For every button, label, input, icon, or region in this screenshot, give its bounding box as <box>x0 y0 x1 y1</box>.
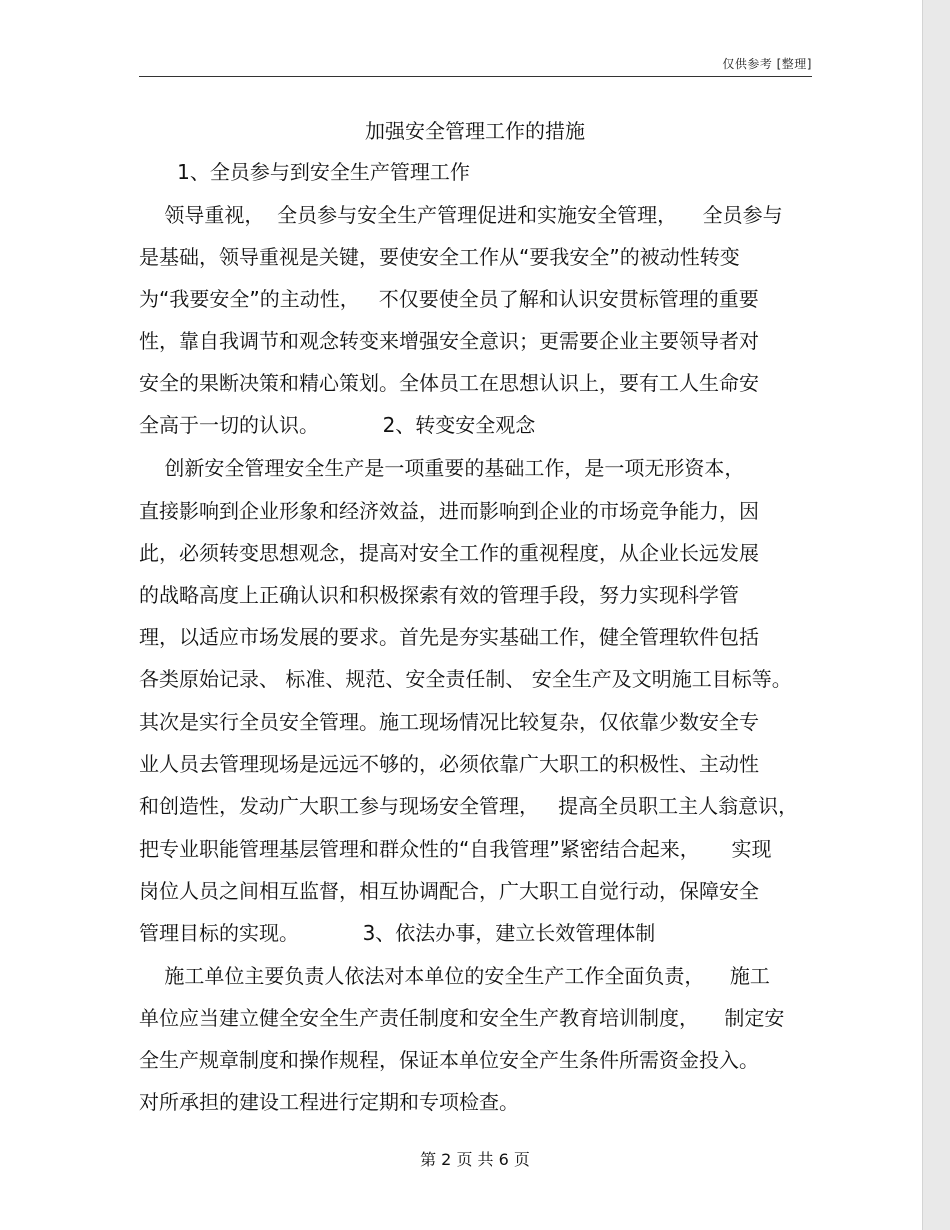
paragraph-line: 对所承担的建设工程进行定期和专项检查。 <box>139 1090 519 1114</box>
paragraph-line: 此，必须转变思想观念，提高对安全工作的重视程度，从企业长远发展 <box>139 541 759 565</box>
paragraph-line: 全高于一切的认识。 2、转变安全观念 <box>139 413 536 437</box>
document-title: 加强安全管理工作的措施 <box>365 119 585 143</box>
section-heading-1: 1、全员参与到安全生产管理工作 <box>139 160 470 184</box>
paragraph-line: 理，以适应市场发展的要求。首先是夯实基础工作，健全管理软件包括 <box>139 625 759 649</box>
paragraph-line: 为“我要安全”的主动性， 不仅要使全员了解和认识安贯标管理的重要 <box>139 287 759 311</box>
header-divider <box>139 76 812 77</box>
paragraph-line: 施工单位主要负责人依法对本单位的安全生产工作全面负责， 施工 <box>139 964 770 988</box>
paragraph-line: 是基础，领导重视是关键，要使安全工作从“要我安全”的被动性转变 <box>139 245 740 269</box>
page-number-footer: 第 2 页 共 6 页 <box>420 1150 530 1169</box>
paragraph-line: 单位应当建立健全安全生产责任制度和安全生产教育培训制度， 制定安 <box>139 1006 785 1030</box>
paragraph-line: 业人员去管理现场是远远不够的，必须依靠广大职工的积极性、主动性 <box>139 752 759 776</box>
paragraph-line: 的战略高度上正确认识和积极探索有效的管理手段，努力实现科学管 <box>139 583 739 607</box>
paragraph-line: 和创造性，发动广大职工参与现场安全管理， 提高全员职工主人翁意识， <box>139 794 799 818</box>
paragraph-line: 岗位人员之间相互监督，相互协调配合，广大职工自觉行动，保障安全 <box>139 879 759 903</box>
paragraph-line: 把专业职能管理基层管理和群众性的“自我管理”紧密结合起来， 实现 <box>139 837 772 861</box>
header-label: 仅供参考 [整理] <box>722 57 812 71</box>
paragraph-line: 安全的果断决策和精心策划。全体员工在思想认识上，要有工人生命安 <box>139 371 759 395</box>
paragraph-line: 各类原始记录、 标准、规范、安全责任制、 安全生产及文明施工目标等。 <box>139 667 792 691</box>
paragraph-line: 直接影响到企业形象和经济效益，进而影响到企业的市场竞争能力，因 <box>139 499 759 523</box>
paragraph-line: 创新安全管理安全生产是一项重要的基础工作，是一项无形资本， <box>139 456 745 480</box>
paragraph-line: 管理目标的实现。 3、依法办事，建立长效管理体制 <box>139 921 656 945</box>
paragraph-line: 其次是实行全员安全管理。施工现场情况比较复杂，仅依靠少数安全专 <box>139 710 759 734</box>
paragraph-line: 性，靠自我调节和观念转变来增强安全意识；更需要企业主要领导者对 <box>139 329 759 353</box>
paragraph-line: 领导重视， 全员参与安全生产管理促进和实施安全管理， 全员参与 <box>139 203 783 227</box>
paragraph-line: 全生产规章制度和操作规程，保证本单位安全产生条件所需资金投入。 <box>139 1048 759 1072</box>
